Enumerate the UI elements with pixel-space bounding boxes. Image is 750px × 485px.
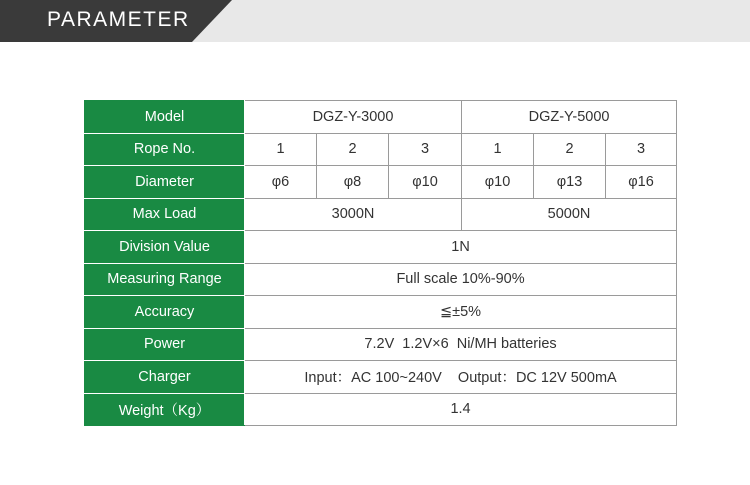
row-label-accuracy: Accuracy: [85, 296, 245, 329]
table-row-diameter: [85, 166, 677, 199]
table-row-rope: [85, 133, 677, 166]
table-row-max-load: [85, 198, 677, 231]
cell-power: 7.2V 1.2V×6 Ni/MH batteries: [245, 328, 677, 361]
row-label-power: Power: [85, 328, 245, 361]
cell-range: Full scale 10%-90%: [245, 263, 677, 296]
cell-diameter: φ16: [606, 166, 677, 199]
row-label-weight: Weight（Kg）: [85, 393, 245, 426]
table-row-power: [85, 328, 677, 361]
table-row-range: [85, 263, 677, 296]
cell-diameter: φ10: [389, 166, 462, 199]
cell-rope: 1: [245, 133, 317, 166]
cell-max-load-3000: 3000N: [245, 198, 462, 231]
cell-model-3000: DGZ-Y-3000: [245, 101, 462, 134]
row-label-charger: Charger: [85, 361, 245, 394]
cell-max-load-5000: 5000N: [462, 198, 677, 231]
row-label-rope: Rope No.: [85, 133, 245, 166]
table-row-weight: [85, 393, 677, 426]
cell-diameter: φ10: [462, 166, 534, 199]
table-row-model: [85, 101, 677, 134]
row-label-division: Division Value: [85, 231, 245, 264]
cell-diameter: φ13: [534, 166, 606, 199]
cell-charger: Input：AC 100~240V Output：DC 12V 500mA: [245, 361, 677, 394]
cell-rope: 3: [606, 133, 677, 166]
table-row-accuracy: [85, 296, 677, 329]
cell-rope: 2: [317, 133, 389, 166]
cell-weight: 1.4: [245, 393, 677, 426]
row-label-max-load: Max Load: [85, 198, 245, 231]
cell-diameter: φ6: [245, 166, 317, 199]
cell-rope: 2: [534, 133, 606, 166]
cell-diameter: φ8: [317, 166, 389, 199]
cell-model-5000: DGZ-Y-5000: [462, 101, 677, 134]
cell-rope: 1: [462, 133, 534, 166]
row-label-model: Model: [85, 101, 245, 134]
row-label-range: Measuring Range: [85, 263, 245, 296]
row-label-diameter: Diameter: [85, 166, 245, 199]
cell-rope: 3: [389, 133, 462, 166]
table-row-charger: [85, 361, 677, 394]
cell-accuracy: ≦±5%: [245, 296, 677, 329]
cell-division: 1N: [245, 231, 677, 264]
table-row-division: [85, 231, 677, 264]
parameter-table: [84, 100, 677, 426]
page-title: PARAMETER: [47, 8, 190, 31]
